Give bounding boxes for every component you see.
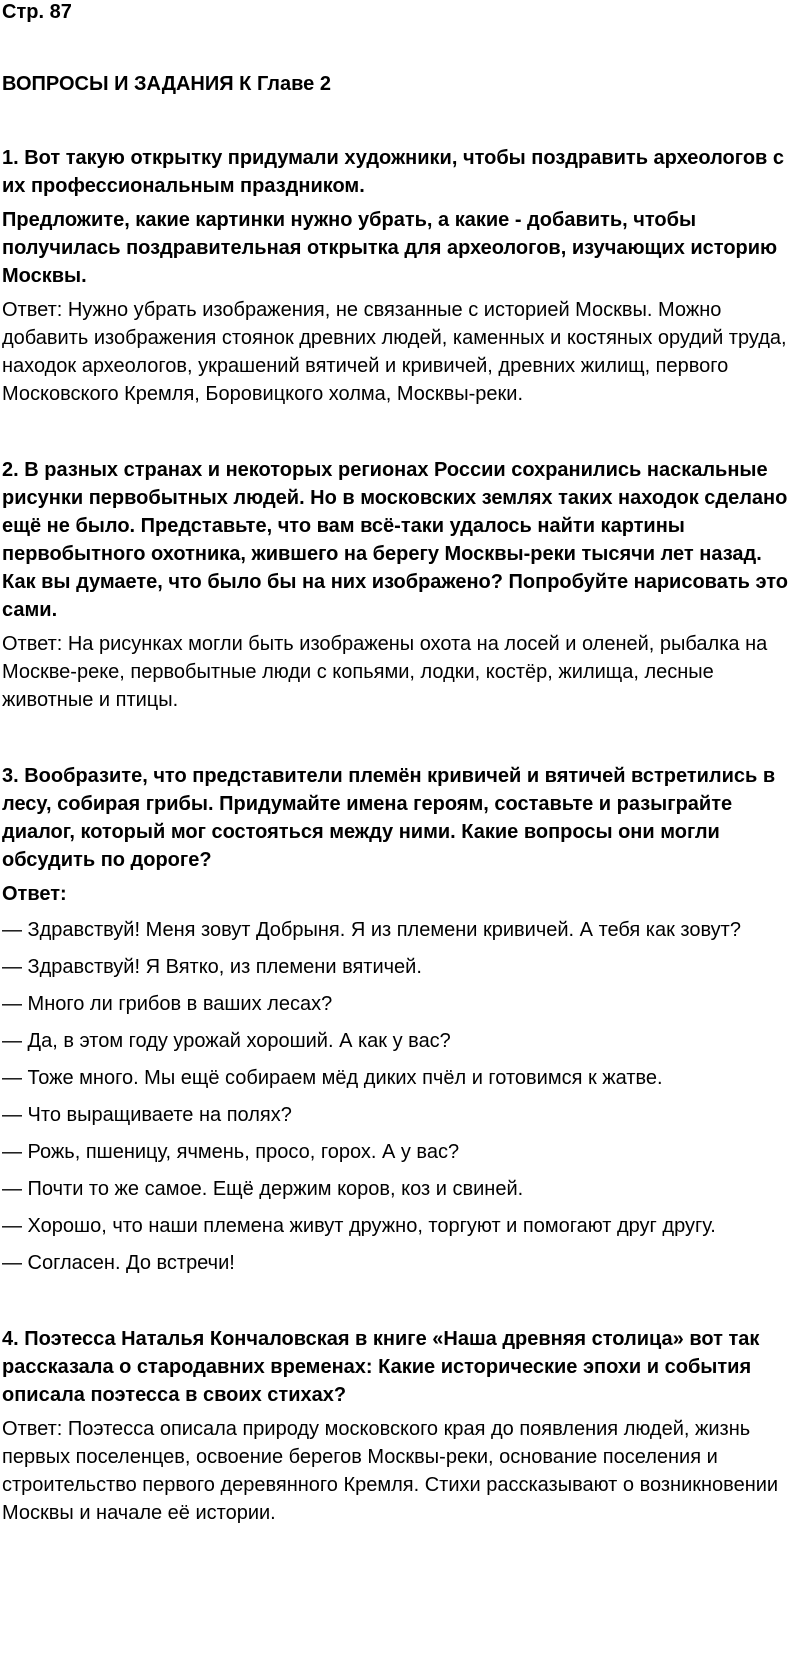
task-4 (2, 1325, 792, 1527)
dialogue-line: — Почти то же самое. Ещё держим коров, коз и свиней. (2, 1178, 524, 1200)
task-2-question: 2. В разных странах и некоторых регионах России сохранились наскальные рисунки первобытных людей. Но в московских землях таких находок сделано ещё не было. Представьте, что вам всё-таки удалось найти картины первобытного охотника, жившего на берегу Москвы-реки тысячи лет назад. Как вы думаете, что было бы на них изображено? Попробуйте нарисовать это сами. (2, 459, 789, 621)
task-3-question: 3. Вообразите, что представители племён кривичей и вятичей встретились в лесу, собирая грибы. Придумайте имена героям, составьте и разыграйте диалог, который мог состояться между ними. Какие вопросы они могли обсудить по дороге? (2, 765, 776, 871)
dialogue-line: — Согласен. До встречи! (2, 1252, 235, 1274)
dialogue-line: — Много ли грибов в ваших лесах? (2, 993, 333, 1015)
task-4-question: 4. Поэтесса Наталья Кончаловская в книге «Наша древняя столица» вот так рассказала о стародавних временах: Какие исторические эпохи и события описала поэтесса в своих стихах? (2, 1328, 760, 1406)
dialogue-line: — Хорошо, что наши племена живут дружно, торгуют и помогают друг другу. (2, 1215, 716, 1237)
task-1-question-part1: 1. Вот такую открытку придумали художники, чтобы поздравить археологов с их профессиональным праздником. (2, 147, 785, 197)
task-4-answer: Ответ: Поэтесса описала природу московского края до появления людей, жизнь первых поселенцев, освоение берегов Москвы-реки, основание поселения и строительство первого деревянного Кремля. Стихи рассказывают о возникновении Москвы и начале её истории. (2, 1418, 779, 1524)
dialogue-line: — Здравствуй! Я Вятко, из племени вятичей. (2, 956, 422, 978)
page-number: Стр. 87 (2, 1, 72, 23)
dialogue-line: — Что выращиваете на полях? (2, 1104, 292, 1126)
dialogue-line: — Да, в этом году урожай хороший. А как у вас? (2, 1030, 451, 1052)
task-1-answer: Ответ: Нужно убрать изображения, не связанные с историей Москвы. Можно добавить изображения стоянок древних людей, каменных и костяных орудий труда, находок археологов, украшений вятичей и кривичей, древних жилищ, первого Московского Кремля, Боровицкого холма, Москвы-реки. (2, 299, 787, 405)
task-3-answer-label: Ответ: (2, 883, 67, 905)
dialogue-line: — Здравствуй! Меня зовут Добрыня. Я из племени кривичей. А тебя как зовут? (2, 919, 741, 941)
section-title: ВОПРОСЫ И ЗАДАНИЯ К Главе 2 (2, 73, 331, 95)
task-3-dialogue (2, 916, 792, 1277)
task-1-question-part2: Предложите, какие картинки нужно убрать, а какие - добавить, чтобы получилась поздравительная открытка для археологов, изучающих историю Москвы. (2, 209, 778, 287)
task-3 (2, 762, 792, 1277)
task-2-answer: Ответ: На рисунках могли быть изображены охота на лосей и оленей, рыбалка на Москве-реке, первобытные люди с копьями, лодки, костёр, жилища, лесные животные и птицы. (2, 633, 768, 711)
dialogue-line: — Тоже много. Мы ещё собираем мёд диких пчёл и готовимся к жатве. (2, 1067, 663, 1089)
page-content (2, 0, 792, 1527)
dialogue-line: — Рожь, пшеницу, ячмень, просо, горох. А у вас? (2, 1141, 460, 1163)
task-2 (2, 456, 792, 714)
task-1 (2, 144, 792, 408)
